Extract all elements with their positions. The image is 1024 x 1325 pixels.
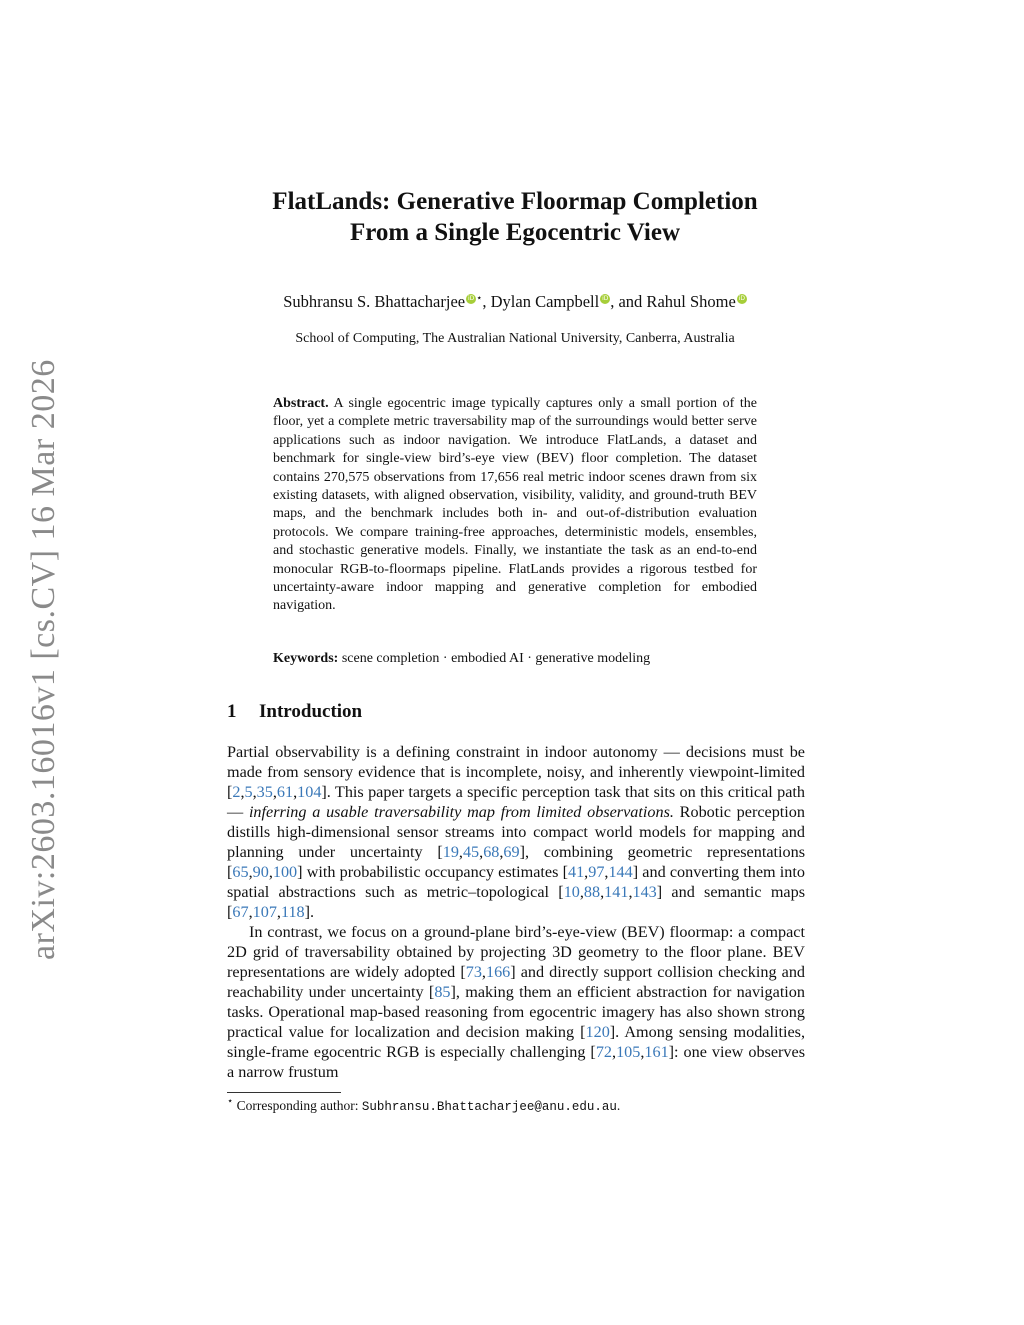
citation-link[interactable]: 88 bbox=[583, 883, 601, 901]
text-span: ]: one view observes a narrow frustum bbox=[227, 1043, 805, 1081]
citation-link[interactable]: 105 bbox=[616, 1043, 641, 1061]
text-span: ], combining geometric representations [ bbox=[227, 843, 805, 881]
footnote-rule bbox=[227, 1092, 341, 1093]
text-span: Robotic perception distills high-dimensional sensor streams into compact world models for mapping and planning under uncertainty [ bbox=[227, 803, 805, 861]
abstract-label: Abstract. bbox=[273, 396, 329, 411]
keywords bbox=[273, 651, 757, 667]
citation-link[interactable]: 97 bbox=[588, 863, 605, 881]
affiliation: School of Computing, The Australian National University, Canberra, Australia bbox=[295, 331, 735, 346]
author-email[interactable]: Subhransu.Bhattacharjee@anu.edu.au bbox=[361, 1100, 617, 1114]
citation-link[interactable]: 100 bbox=[272, 863, 298, 881]
footnote-text: Corresponding author: bbox=[233, 1098, 362, 1113]
text-span: ], making them an efficient abstraction for navigation tasks. Operational map-based reasoning from egocentric imagery has also shown strong practical value for localization and decision making [ bbox=[227, 983, 805, 1041]
citation-link[interactable]: 45 bbox=[462, 843, 480, 861]
orcid-icon[interactable]: iD bbox=[467, 295, 475, 302]
keywords-text: scene completion · embodied AI · generative modeling bbox=[341, 651, 651, 666]
citation-link[interactable]: 120 bbox=[585, 1023, 610, 1041]
footnote-end: . bbox=[616, 1098, 621, 1113]
citation-link[interactable]: 73 bbox=[465, 963, 482, 981]
citation-link[interactable]: 141 bbox=[604, 883, 629, 901]
text-span: ] with probabilistic occupancy estimates [ bbox=[297, 863, 568, 881]
orcid-icon[interactable]: iD bbox=[738, 295, 745, 302]
citation-link[interactable]: 85 bbox=[434, 983, 451, 1001]
citation-link[interactable]: 61 bbox=[276, 783, 294, 801]
citation-link[interactable]: 19 bbox=[442, 843, 459, 861]
citation-link[interactable]: 104 bbox=[297, 783, 322, 801]
orcid-icon[interactable]: iD bbox=[602, 295, 609, 302]
citation-link[interactable]: 107 bbox=[252, 903, 277, 921]
citation-link[interactable]: 161 bbox=[644, 1043, 669, 1061]
citation-link[interactable]: 5 bbox=[244, 783, 253, 801]
citation-link[interactable]: 166 bbox=[485, 963, 511, 981]
author-list bbox=[200, 292, 830, 312]
text-span: Partial observability is a defining constraint in indoor autonomy — decisions must be made from sensory evidence that is incomplete, noisy, and inherently viewpoint-limited [ bbox=[227, 743, 805, 801]
body-text bbox=[227, 742, 805, 1082]
citation-link[interactable]: 72 bbox=[595, 1043, 613, 1061]
text-span: ]. Among sensing modalities, single-frame egocentric RGB is especially challenging [ bbox=[227, 1023, 805, 1061]
citation-link[interactable]: 143 bbox=[632, 883, 657, 901]
emphasis-text: inferring a usable traversability map from limited observations. bbox=[248, 803, 674, 821]
citation-link[interactable]: 2 bbox=[232, 783, 241, 801]
footnote-mark: ⋆ bbox=[227, 1096, 234, 1107]
citation-link[interactable]: 90 bbox=[252, 863, 269, 881]
abstract-text: A single egocentric image typically captures only a small portion of the floor, yet a complete metric traversability map of the surroundings would better serve applications such as indoor navigation. We introduce FlatLands, a dataset and benchmark for single-view bird’s-eye view (BEV) floor completion. The dataset contains 270,575 observations from 17,656 real metric indoor scenes drawn from six existing datasets, with aligned observation, visibility, validity, and ground-truth BEV maps, and the benchmark includes both in- and out-of-distribution evaluation protocols. We compare training-free approaches, deterministic models, ensembles, and stochastic generative models. Finally, we instantiate the task as an end-to-end monocular RGB-to-floormaps pipeline. FlatLands provides a rigorous testbed for uncertainty-aware indoor mapping and generative completion for embodied navigation. bbox=[273, 396, 757, 614]
citation-link[interactable]: 65 bbox=[232, 863, 249, 881]
citation-link[interactable]: 41 bbox=[567, 863, 585, 881]
text-span: ]. This paper targets a specific perception task that sits on this critical path — bbox=[227, 783, 805, 821]
title-line-1: FlatLands: Generative Floormap Completion bbox=[272, 188, 758, 215]
citation-link[interactable]: 35 bbox=[256, 783, 273, 801]
section-number: 1 bbox=[227, 701, 237, 722]
citation-link[interactable]: 10 bbox=[563, 883, 580, 901]
text-span: In contrast, we focus on a ground-plane bird’s-eye-view (BEV) floormap: a compact 2D grid of traversability obtained by projecting 3D geometry to the floor plane. BEV representations are widely adopted [ bbox=[227, 923, 805, 981]
citation-link[interactable]: 69 bbox=[503, 843, 520, 861]
author-2: , Dylan Campbell bbox=[482, 292, 600, 311]
abstract bbox=[273, 395, 757, 616]
citation-link[interactable]: 144 bbox=[608, 863, 633, 881]
citation-link[interactable]: 67 bbox=[232, 903, 249, 921]
text-span: ] and semantic maps [ bbox=[227, 883, 806, 921]
arxiv-identifier: arXiv:2603.16016v1 [cs.CV] 16 Mar 2026 bbox=[25, 359, 62, 960]
citation-link[interactable]: 68 bbox=[483, 843, 500, 861]
corresponding-mark: ⋆ bbox=[476, 293, 483, 304]
title-line-2: From a Single Egocentric View bbox=[349, 219, 681, 246]
section-heading bbox=[227, 701, 362, 723]
text-span: ]. bbox=[304, 903, 315, 921]
section-title: Introduction bbox=[259, 701, 363, 722]
author-1: Subhransu S. Bhattacharjee bbox=[283, 292, 466, 311]
citation-link[interactable]: 118 bbox=[280, 903, 305, 921]
author-3: , and Rahul Shome bbox=[610, 292, 736, 311]
footnote bbox=[227, 1096, 827, 1114]
text-span: ] and converting them into spatial abstractions such as metric–topological [ bbox=[227, 863, 805, 901]
paragraph-1: Partial observability is a defining constraint in indoor autonomy — decisions must be made from sensory evidence that is incomplete, noisy, and inherently viewpoint-limited [2,5,35,61,104]. This paper targets a specific perception task that sits on this critical path — inferring a usable traversability map from limited observations. Robotic perception distills high-dimensional sensor streams into compact world models for mapping and planning under uncertainty [19,45,68,69], combining geometric representations [65,90,100] with probabilistic occupancy estimates [41,97,144] and converting them into spatial abstractions such as metric–topological [10,88,141,143] and semantic maps [67,107,118]. bbox=[227, 743, 806, 921]
paper-title bbox=[200, 186, 830, 248]
paragraph-2: In contrast, we focus on a ground-plane bird’s-eye-view (BEV) floormap: a compact 2D grid of traversability obtained by projecting 3D geometry to the floor plane. BEV representations are widely adopted [73,166] and directly support collision checking and reachability under uncertainty [85], making them an efficient abstraction for navigation tasks. Operational map-based reasoning from egocentric imagery has also shown strong practical value for localization and decision making [120]. Among sensing modalities, single-frame egocentric RGB is especially challenging [72,105,161]: one view observes a narrow frustum bbox=[227, 923, 806, 1081]
text-span: ] and directly support collision checking and reachability under uncertainty [ bbox=[227, 963, 806, 1001]
keywords-label: Keywords: bbox=[273, 651, 339, 666]
